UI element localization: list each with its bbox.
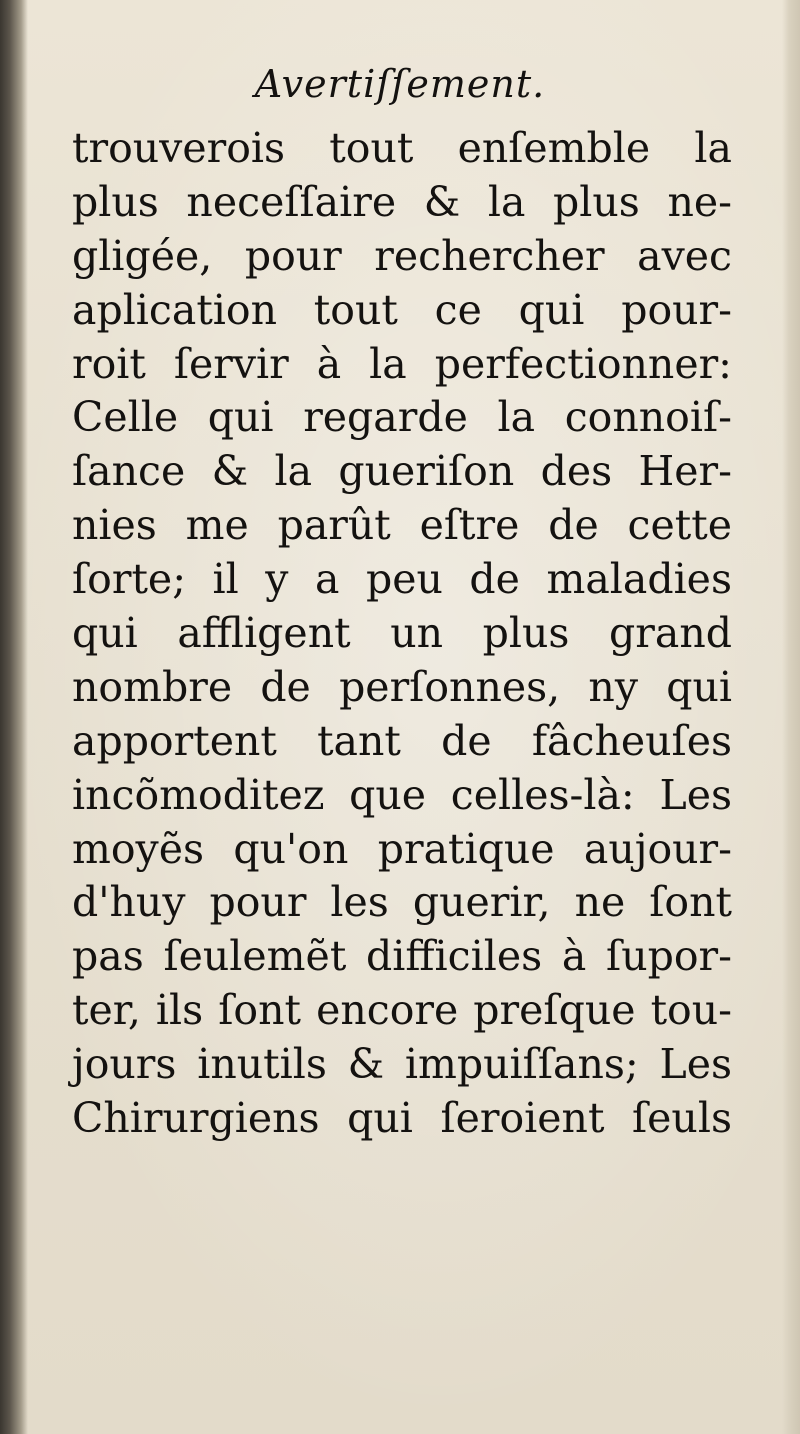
binding-edge bbox=[0, 0, 28, 1434]
text-line: aplication tout ce qui pour- bbox=[72, 285, 732, 334]
running-head: Avertiſſement. bbox=[254, 62, 546, 106]
text-line: nies me parût eſtre de cette bbox=[72, 501, 732, 550]
text-line: ter, ils ſont encore preſque tou- bbox=[72, 986, 732, 1035]
text-line: ſorte; il y a peu de maladies bbox=[72, 555, 732, 604]
text-line: gligée, pour rechercher avec bbox=[72, 231, 732, 280]
text-line: Celle qui regarde la connoiſ- bbox=[72, 393, 732, 442]
text-line: jours inutils & impuiſſans; Les bbox=[72, 1040, 732, 1089]
text-line: d'huy pour les guerir, ne ſont bbox=[72, 878, 732, 927]
text-line: trouverois tout enſemble la bbox=[72, 124, 732, 172]
text-line: moyẽs qu'on pratique aujour- bbox=[72, 824, 732, 873]
text-line: Chirurgiens qui ſeroient ſeuls bbox=[72, 1094, 732, 1143]
text-line: roit ſervir à la perfectionner: bbox=[72, 339, 732, 388]
text-line: incõmoditez que celles-là: Les bbox=[72, 770, 732, 819]
body-text bbox=[72, 122, 732, 1146]
text-line: pas ſeulemẽt difficiles à ſupor- bbox=[72, 932, 732, 981]
text-line: nombre de perſonnes, ny qui bbox=[72, 662, 732, 711]
text-line: plus neceſſaire & la plus ne- bbox=[72, 177, 732, 226]
text-line: apportent tant de fâcheuſes bbox=[72, 716, 732, 765]
text-line: qui affligent un plus grand bbox=[72, 609, 732, 658]
page-edge bbox=[782, 0, 800, 1434]
text-line: ſance & la gueriſon des Her- bbox=[72, 447, 732, 496]
